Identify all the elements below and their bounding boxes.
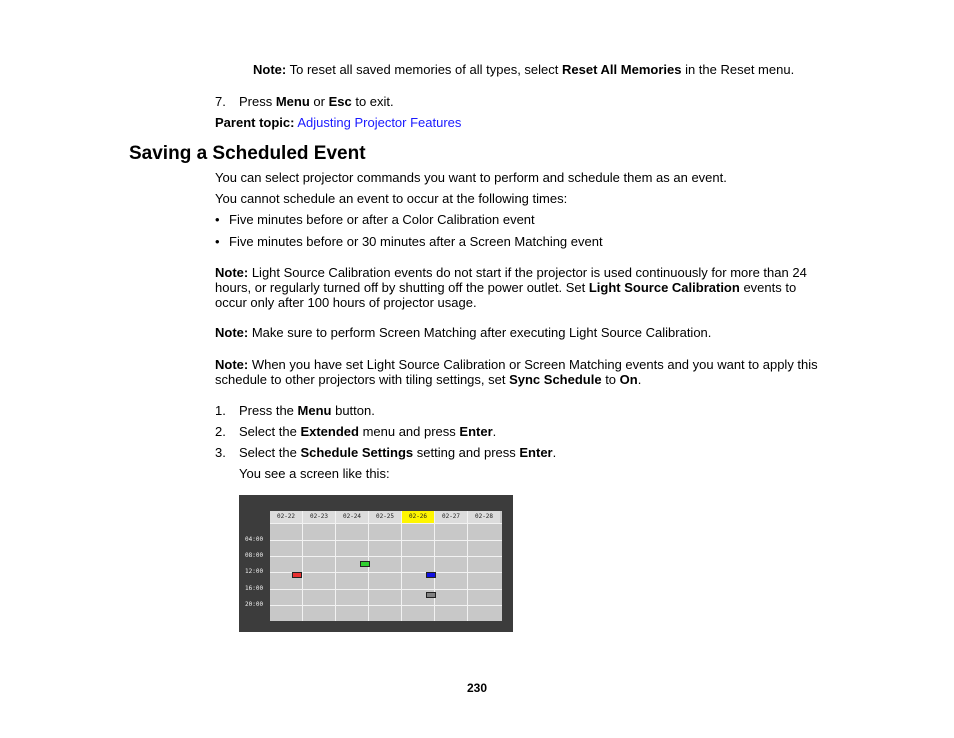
event-marker-gray <box>426 592 436 598</box>
grid-line <box>270 523 502 524</box>
date-header: 02-22 <box>270 511 302 523</box>
event-marker-red <box>292 572 302 578</box>
date-header: 02-28 <box>468 511 500 523</box>
page-number: 230 <box>466 681 488 695</box>
bullet-item: • Five minutes before or after a Color Calibration event <box>215 212 535 227</box>
grid-line <box>270 556 502 557</box>
section-title: Saving a Scheduled Event <box>129 143 366 164</box>
step-7: 7. Press Menu or Esc to exit. <box>215 94 394 109</box>
grid-line <box>270 605 502 606</box>
step-3: 3. Select the Schedule Settings setting and press Enter. <box>215 445 557 460</box>
date-header: 02-24 <box>336 511 368 523</box>
parent-topic: Parent topic: Adjusting Projector Features <box>215 115 462 130</box>
see-screen-text: You see a screen like this: <box>239 466 390 481</box>
time-label: 16:00 <box>245 585 264 592</box>
time-label: 20:00 <box>245 601 264 608</box>
time-label: 08:00 <box>245 552 264 559</box>
step-1: 1. Press the Menu button. <box>215 403 375 418</box>
note-screen-matching: Note: Make sure to perform Screen Matching after executing Light Source Calibration. <box>215 325 712 340</box>
time-label: 04:00 <box>245 536 264 543</box>
date-header: 02-25 <box>369 511 401 523</box>
note-reset: Note: To reset all saved memories of all types, select Reset All Memories in the Reset menu. <box>253 62 795 77</box>
grid-line <box>270 589 502 590</box>
event-marker-green <box>360 561 370 567</box>
bullet-item: • Five minutes before or 30 minutes after a Screen Matching event <box>215 234 603 249</box>
grid-line <box>270 540 502 541</box>
cannot-schedule-text: You cannot schedule an event to occur at the following times: <box>215 191 568 206</box>
date-header-selected: 02-26 <box>402 511 434 523</box>
grid-line <box>270 572 502 573</box>
time-label: 12:00 <box>245 568 264 575</box>
schedule-grid <box>270 511 502 621</box>
section-intro: You can select projector commands you want to perform and schedule them as an event. <box>215 170 727 185</box>
note-sync-schedule: Note: When you have set Light Source Calibration or Screen Matching events and you want to apply this schedule to other projectors with tiling settings, set Sync Schedule to On. <box>215 357 818 387</box>
step-2: 2. Select the Extended menu and press Enter. <box>215 424 497 439</box>
parent-topic-link[interactable]: Adjusting Projector Features <box>297 115 462 130</box>
date-header: 02-27 <box>435 511 467 523</box>
event-marker-blue <box>426 572 436 578</box>
note-light-source: Note: Light Source Calibration events do not start if the projector is used continuously for more than 24 hours, or regularly turned off by shutting off the power outlet. Set Light Source Calibration events to occur only after 100 hours of projector usage. <box>215 265 807 310</box>
date-header: 02-23 <box>303 511 335 523</box>
